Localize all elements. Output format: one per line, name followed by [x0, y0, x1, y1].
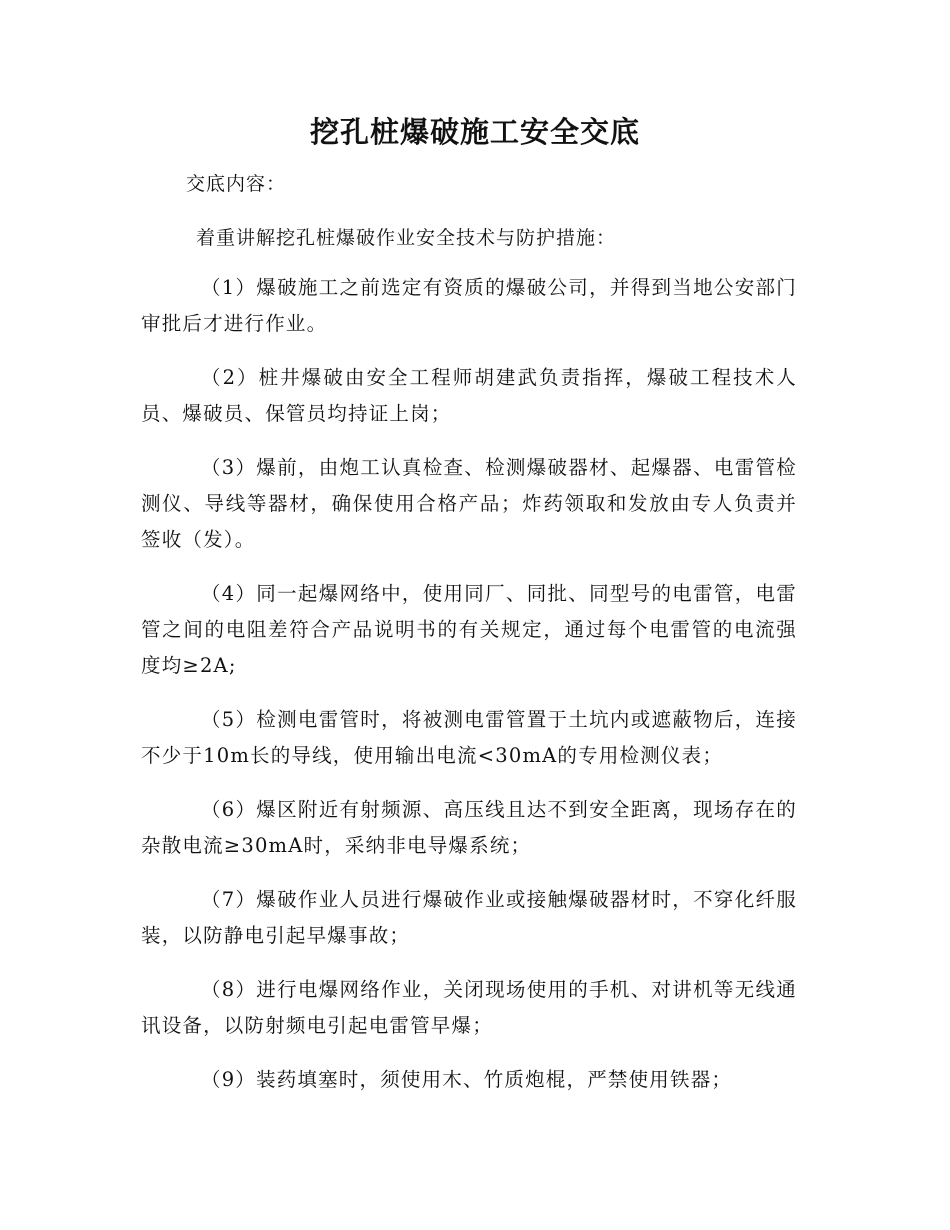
paragraph-item-9: （9）装药填塞时，须使用木、竹质炮棍，严禁使用铁器；: [201, 1068, 733, 1091]
document-title: 挖孔桩爆破施工安全交底: [309, 115, 640, 149]
paragraph-item-2: （2）桩井爆破由安全工程师胡建武负责指挥，爆破工程技术人员、爆破员、保管员均持证上岗；: [141, 366, 797, 425]
briefing-focus-line: 着重讲解挖孔桩爆破作业安全技术与防护措施：: [196, 227, 617, 249]
paragraph-item-3: （3）爆前，由炮工认真检查、检测爆破器材、起爆器、电雷管检测仪、导线等器材，确保使用合格产品；炸药领取和发放由专人负责并签收（发）。: [141, 456, 797, 551]
paragraph-item-7: （7）爆破作业人员进行爆破作业或接触爆破器材时，不穿化纤服装，以防静电引起早爆事故；: [141, 888, 797, 947]
paragraph-item-6: （6）爆区附近有射频源、高压线且达不到安全距离，现场存在的杂散电流≥30mA时，采纳非电导爆系统；: [141, 798, 797, 857]
paragraph-item-5: （5）检测电雷管时，将被测电雷管置于土坑内或遮蔽物后，连接不少于10m长的导线，使用输出电流<30mA的专用检测仪表；: [141, 708, 797, 767]
paragraph-item-4: （4）同一起爆网络中，使用同厂、同批、同型号的电雷管，电雷管之间的电阻差符合产品说明书的有关规定，通过每个电雷管的电流强度均≥2A;: [141, 582, 797, 677]
briefing-content-label: 交底内容：: [186, 173, 287, 195]
paragraph-item-8: （8）进行电爆网络作业，关闭现场使用的手机、对讲机等无线通讯设备，以防射频电引起电雷管早爆；: [141, 978, 797, 1037]
paragraph-item-1: （1）爆破施工之前选定有资质的爆破公司，并得到当地公安部门审批后才进行作业。: [141, 276, 797, 335]
